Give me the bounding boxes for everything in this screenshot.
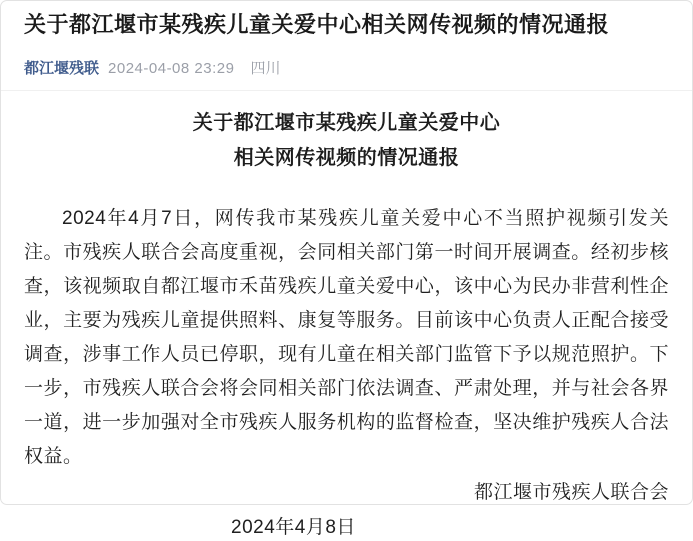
notice-title-line1: 关于都江堰市某残疾儿童关爱中心: [192, 112, 501, 134]
notice-title-line2: 相关网传视频的情况通报: [233, 147, 460, 169]
notice-signature: 都江堰市残疾人联合会: [473, 482, 669, 503]
post-headline: 关于都江堰市某残疾儿童关爱中心相关网传视频的情况通报: [24, 12, 610, 37]
post-location: 四川: [250, 60, 281, 77]
notice-date: 2024年4月8日: [231, 517, 356, 538]
header-divider: [1, 90, 692, 91]
notice-body: 2024年4月7日，网传我市某残疾儿童关爱中心不当照护视频引发关注。市残疾人联合会高度重视，会同相关部门第一时间开展调查。经初步核查，该视频取自都江堰市禾苗残疾儿童关爱中心，该中心为民办非营利性企业，主要为残疾儿童提供照料、康复等服务。目前该中心负责人正配合接受调查，涉事工作人员已停职，现有儿童在相关部门监管下予以规范照护。下一步，市残疾人联合会将会同相关部门依法调查、严肃处理，并与社会各界一道，进一步加强对全市残疾人服务机构的监督检查，坚决维护残疾人合法权益。: [24, 208, 669, 467]
author-link[interactable]: 都江堰残联: [24, 60, 100, 77]
byline: [24, 59, 669, 79]
post-timestamp: 2024-04-08 23:29: [108, 60, 235, 77]
